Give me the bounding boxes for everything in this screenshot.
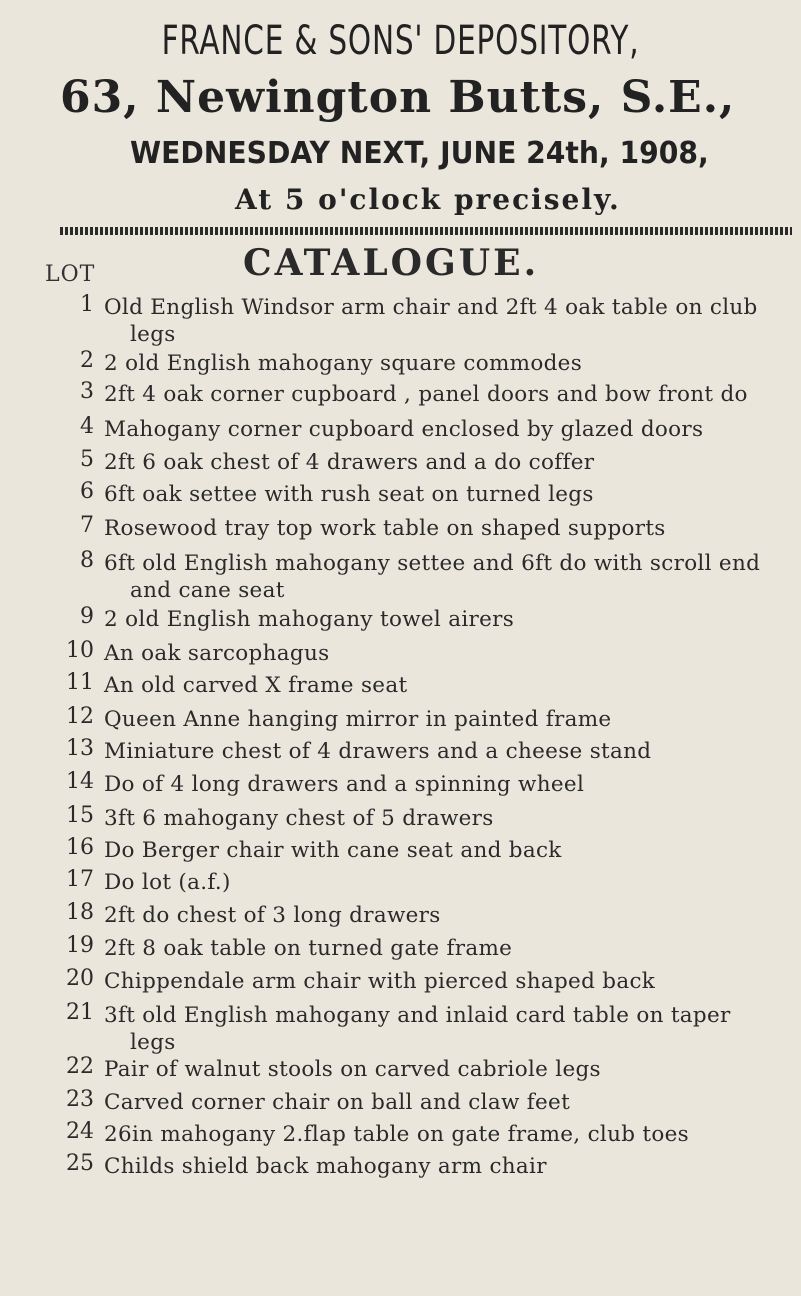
lot-description-line: 6ft oak settee with rush seat on turned legs: [104, 482, 594, 507]
lot-number: 7: [80, 513, 94, 538]
lot-number: 4: [80, 414, 94, 439]
lot-description: [104, 837, 794, 864]
lot-description-continuation: and cane seat: [130, 578, 285, 603]
address: 63, Newington Butts, S.E.,: [60, 72, 736, 123]
lot-description-line: Chippendale arm chair with pierced shaped back: [104, 969, 656, 994]
lot-description-line: 3ft old English mahogany and inlaid card table on taper: [104, 1003, 731, 1028]
lot-number: 18: [66, 900, 94, 925]
lot-number: 25: [66, 1151, 94, 1176]
lot-description-line: 2 old English mahogany square commodes: [104, 351, 583, 376]
sale-time: At 5 o'clock precisely.: [235, 183, 621, 216]
lot-description-line: 2 old English mahogany towel airers: [104, 607, 515, 632]
lot-description-line: Carved corner chair on ball and claw feet: [104, 1090, 571, 1115]
lot-description-line: Old English Windsor arm chair and 2ft 4 oak table on club: [104, 295, 758, 320]
lot-description-line: 2ft 6 oak chest of 4 drawers and a do coffer: [104, 450, 595, 475]
lot-description: [104, 1089, 794, 1116]
depository-name: FRANCE & SONS' DEPOSITORY,: [161, 18, 640, 64]
lot-description-line: Pair of walnut stools on carved cabriole legs: [104, 1057, 601, 1082]
lot-description: [104, 805, 794, 832]
lot-number: 24: [66, 1119, 94, 1144]
lot-description-line: Do lot (a.f.): [104, 870, 231, 895]
lot-description-line: 3ft 6 mahogany chest of 5 drawers: [104, 806, 494, 831]
lot-description-line: Do Berger chair with cane seat and back: [104, 838, 562, 863]
lot-description: [104, 416, 794, 443]
lot-number: 16: [66, 835, 94, 860]
lot-number: 15: [66, 803, 94, 828]
lot-description-line: Do of 4 long drawers and a spinning wheel: [104, 772, 585, 797]
lot-description: [104, 902, 794, 929]
lot-description-line: Mahogany corner cupboard enclosed by glazed doors: [104, 417, 704, 442]
lot-number: 6: [80, 479, 94, 504]
lot-column-label: LOT: [45, 262, 96, 287]
lot-description: [104, 515, 794, 542]
lot-description: [104, 1121, 794, 1148]
lot-number: 1: [80, 292, 94, 317]
lot-description: [104, 481, 794, 508]
lot-number: 21: [66, 1000, 94, 1025]
lot-number: 8: [80, 548, 94, 573]
lot-description-line: 2ft do chest of 3 long drawers: [104, 903, 441, 928]
lot-number: 3: [80, 379, 94, 404]
lot-description: [104, 1056, 794, 1083]
lot-description-line: An old carved X frame seat: [104, 673, 408, 698]
lot-description: [104, 449, 794, 476]
lot-number: 23: [66, 1087, 94, 1112]
lot-number: 22: [66, 1054, 94, 1079]
lot-number: 10: [66, 638, 94, 663]
lot-description: [104, 381, 794, 408]
lot-description: [104, 672, 794, 699]
lot-number: 19: [66, 933, 94, 958]
lot-number: 12: [66, 704, 94, 729]
lot-description: [104, 294, 794, 348]
lot-description: [104, 1002, 794, 1056]
lot-description: [104, 606, 794, 633]
lot-description-line: An oak sarcophagus: [104, 641, 330, 666]
lot-number: 20: [66, 966, 94, 991]
lot-description: [104, 1153, 794, 1180]
lot-description: [104, 771, 794, 798]
lot-description-continuation: legs: [130, 1030, 176, 1055]
lot-description-line: 6ft old English mahogany settee and 6ft do with scroll end: [104, 551, 761, 576]
lot-number: 17: [66, 867, 94, 892]
lot-number: 13: [66, 736, 94, 761]
lot-description: [104, 935, 794, 962]
lot-number: 9: [80, 604, 94, 629]
decorative-rule: [60, 227, 792, 235]
lot-number: 5: [80, 447, 94, 472]
lot-description: [104, 738, 794, 765]
lot-description-continuation: legs: [130, 322, 176, 347]
lot-description: [104, 640, 794, 667]
lot-description-line: Rosewood tray top work table on shaped supports: [104, 516, 666, 541]
lot-description-line: 2ft 4 oak corner cupboard , panel doors and bow front do: [104, 382, 748, 407]
lot-number: 14: [66, 769, 94, 794]
lot-description: [104, 706, 794, 733]
lot-description-line: Childs shield back mahogany arm chair: [104, 1154, 547, 1179]
lot-description-line: 2ft 8 oak table on turned gate frame: [104, 936, 513, 961]
lot-number: 2: [80, 348, 94, 373]
sale-date: WEDNESDAY NEXT, JUNE 24th, 1908,: [130, 136, 709, 171]
lot-description: [104, 869, 794, 896]
catalogue-title: CATALOGUE.: [243, 242, 540, 284]
lot-number: 11: [66, 670, 94, 695]
lot-description: [104, 968, 794, 995]
lot-description: [104, 350, 794, 377]
lot-description: [104, 550, 794, 604]
lot-description-line: Queen Anne hanging mirror in painted frame: [104, 707, 612, 732]
lot-description-line: Miniature chest of 4 drawers and a cheese stand: [104, 739, 652, 764]
lot-description-line: 26in mahogany 2.flap table on gate frame, club toes: [104, 1122, 689, 1147]
